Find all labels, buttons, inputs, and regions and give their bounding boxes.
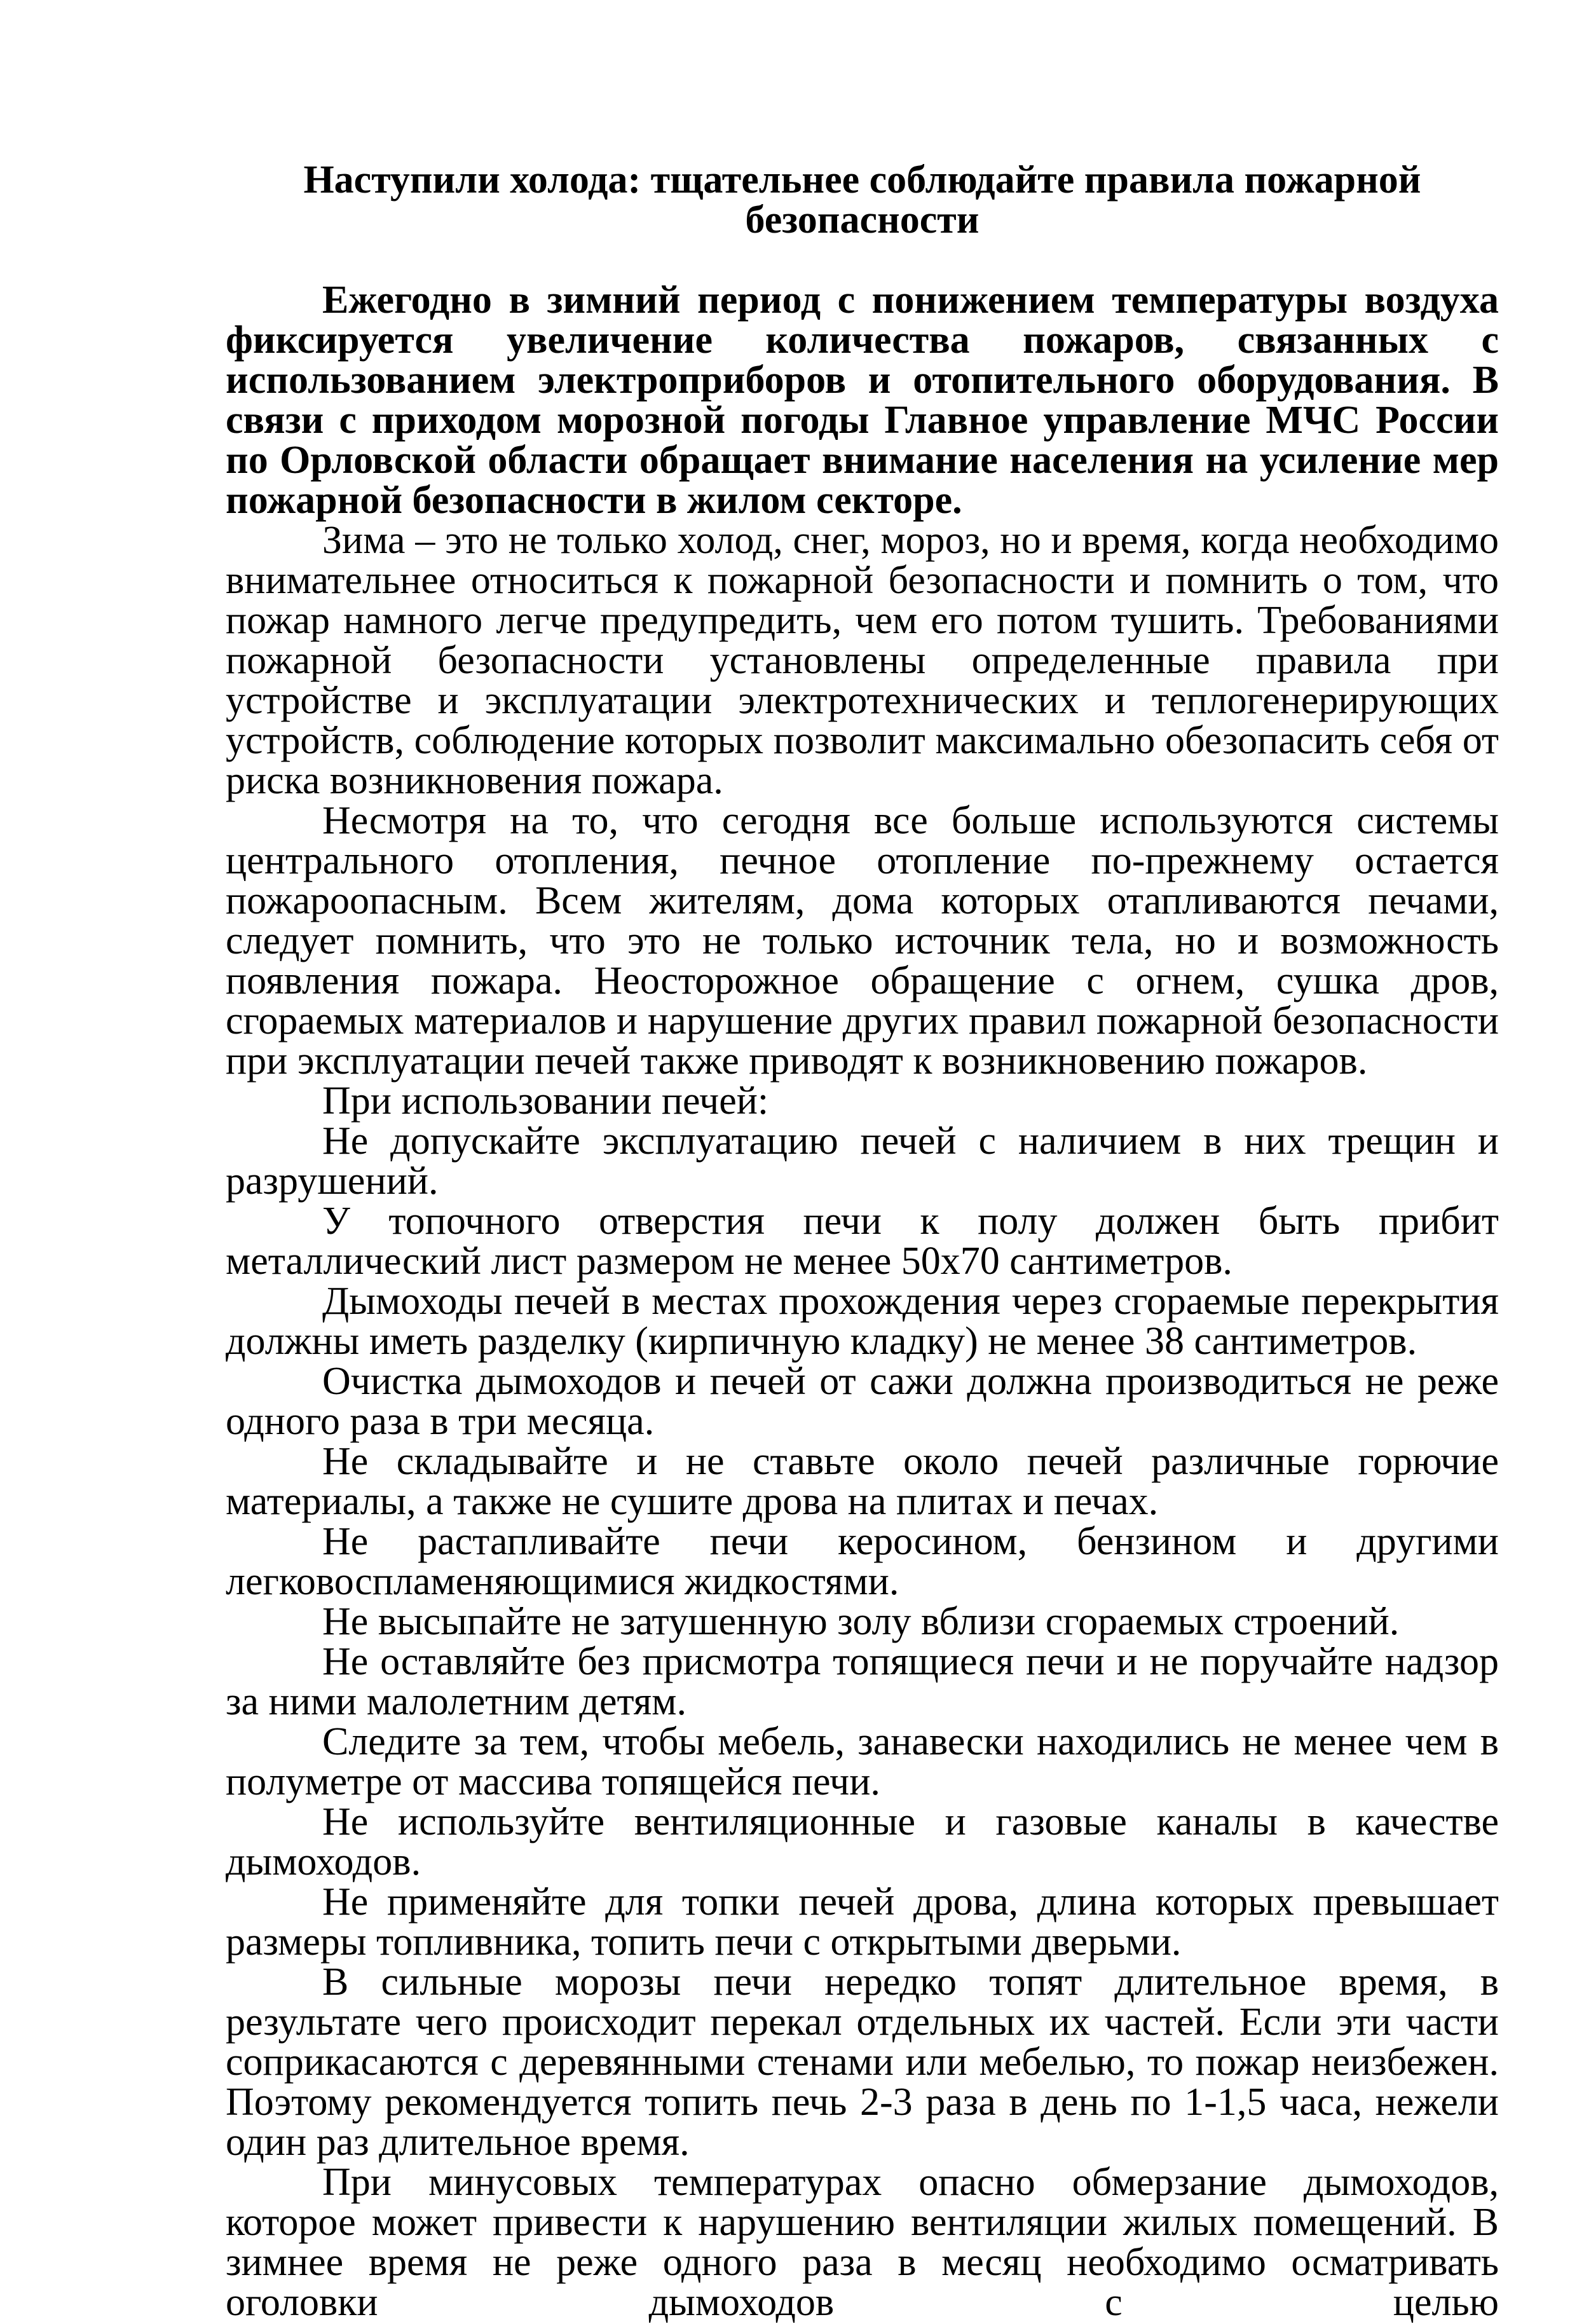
paragraph: При минусовых температурах опасно обмерзание дымоходов, которое может привести к нарушению вентиляции жилых помещений. В зимнее время не реже одного раза в месяц необходимо осматривать оголовки дымоходов с целью (226, 2161, 1499, 2324)
paragraph: Очистка дымоходов и печей от сажи должна производиться не реже одного раза в три месяца. (226, 1360, 1499, 1443)
paragraph: Не складывайте и не ставьте около печей различные горючие материалы, а также не сушите дрова на плитах и печах. (226, 1440, 1499, 1523)
lead-paragraph: Ежегодно в зимний период с понижением температуры воздуха фиксируется увеличение количества пожаров, связанных с использованием электроприборов и отопительного оборудования. В связи с приходом морозной погоды Главное управление МЧС России по Орловской области обращает внимание населения на усиление мер пожарной безопасности в жилом секторе. (226, 278, 1499, 522)
paragraph: Несмотря на то, что сегодня все больше используются системы центрального отопления, печное отопление по-прежнему остается пожароопасным. Всем жителям, дома которых отапливаются печами, следует помнить, что это не только источник тела, но и возможность появления пожара. Неосторожное обращение с огнем, сушка дров, сгораемых материалов и нарушение других правил пожарной безопасности при эксплуатации печей также приводят к возникновению пожаров. (226, 799, 1499, 1083)
paragraph: Не высыпайте не затушенную золу вблизи сгораемых строений. (322, 1600, 1400, 1643)
paragraph: Следите за тем, чтобы мебель, занавески находились не менее чем в полуметре от массива топящейся печи. (226, 1720, 1499, 1803)
paragraph: В сильные морозы печи нередко топят длительное время, в результате чего происходит перекал отдельных их частей. Если эти части соприкасаются с деревянными стенами или мебелью, то пожар неизбежен. Поэтому рекомендуется топить печь 2-3 раза в день по 1-1,5 часа, нежели один раз длительное время. (226, 1960, 1499, 2164)
paragraph: Дымоходы печей в местах прохождения через сгораемые перекрытия должны иметь разделку (кирпичную кладку) не менее 38 сантиметров. (226, 1280, 1499, 1363)
paragraph: Не используйте вентиляционные и газовые каналы в качестве дымоходов. (226, 1800, 1499, 1883)
document-title: Наступили холода: тщательнее соблюдайте правила пожарной безопасности (303, 158, 1421, 242)
paragraph: Зима – это не только холод, снег, мороз, но и время, когда необходимо внимательнее относиться к пожарной безопасности и помнить о том, что пожар намного легче предупредить, чем его потом тушить. Требованиями пожарной безопасности установлены определенные правила при устройстве и эксплуатации электротехнических и теплогенерирующих устройств, соблюдение которых позволит максимально обезопасить себя от риска возникновения пожара. (226, 519, 1499, 802)
paragraph: Не применяйте для топки печей дрова, длина которых превышает размеры топливника, топить печи с открытыми дверьми. (226, 1880, 1499, 1964)
paragraph: У топочного отверстия печи к полу должен быть прибит металлический лист размером не менее 50х70 сантиметров. (226, 1200, 1499, 1283)
paragraph: При использовании печей: (322, 1079, 769, 1123)
paragraph: Не растапливайте печи керосином, бензином и другими легковоспламеняющимися жидкостями. (226, 1520, 1499, 1603)
paragraph: Не оставляйте без присмотра топящиеся печи и не поручайте надзор за ними малолетним детям. (226, 1640, 1499, 1723)
paragraph: Не допускайте эксплуатацию печей с наличием в них трещин и разрушений. (226, 1119, 1499, 1203)
